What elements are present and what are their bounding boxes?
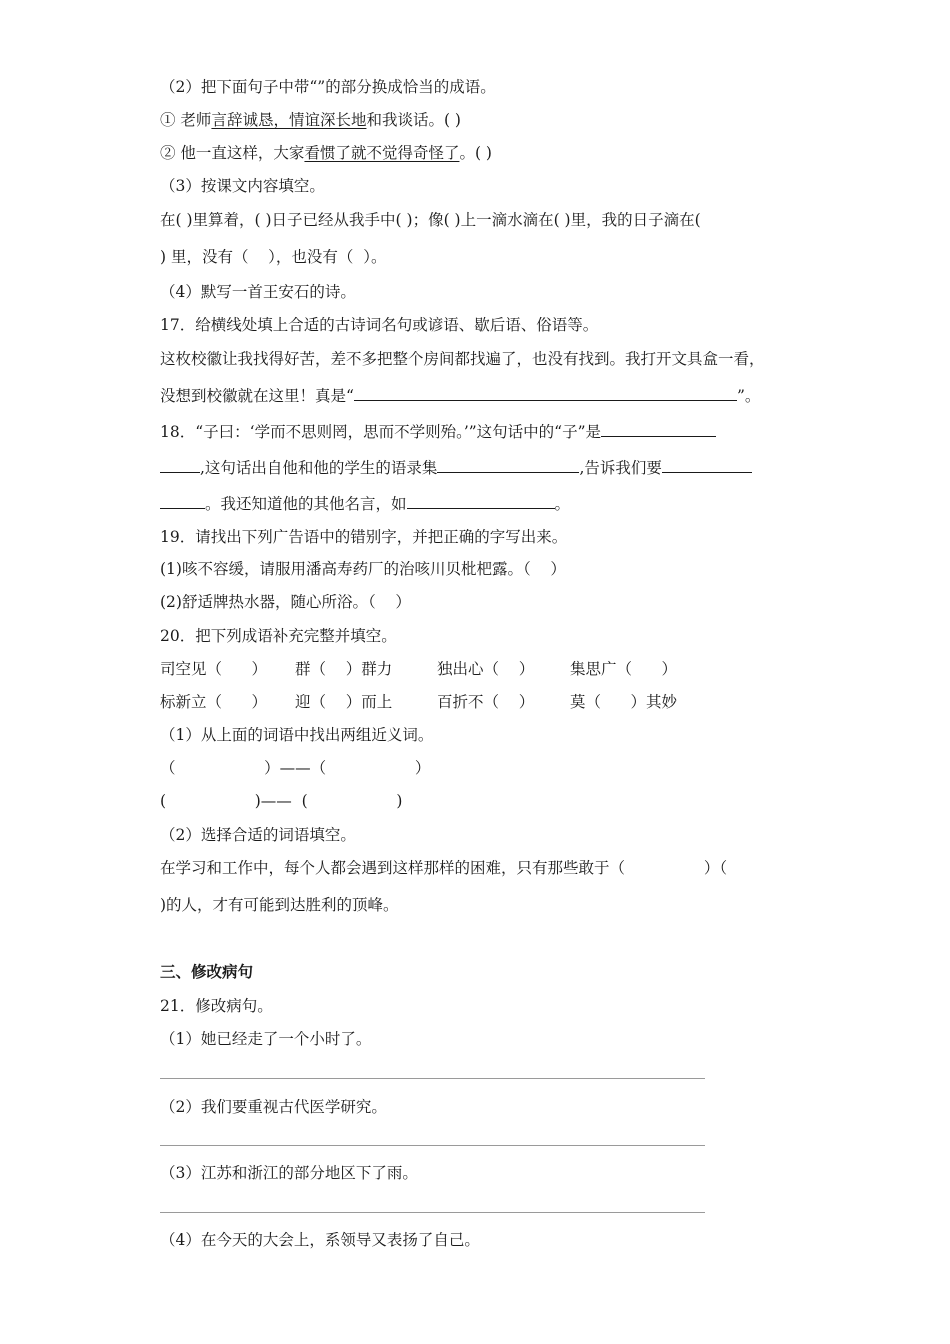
q18-mid-3: 。我还知道他的其他名言，如 bbox=[205, 495, 407, 513]
q18-blank-4[interactable] bbox=[407, 492, 555, 509]
q17-answer-blank[interactable] bbox=[354, 384, 737, 401]
q20-pair-2: ( )—— ( ) bbox=[160, 792, 403, 810]
q16-part2-title: （2）把下面句子中带“”的部分换成恰当的成语。 bbox=[160, 78, 496, 96]
q16-sentence-1 bbox=[160, 109, 461, 131]
q18-line-1 bbox=[160, 420, 716, 443]
q16-part3-title: （3）按课文内容填空。 bbox=[160, 177, 325, 195]
q18-line-2 bbox=[160, 456, 752, 479]
idiom-cell: 莫（ ）其妙 bbox=[570, 693, 678, 711]
q18-suffix: 。 bbox=[554, 495, 571, 513]
q20-title: 20．把下列成语补充完整并填空。 bbox=[160, 627, 397, 645]
q18-blank-3-cont[interactable] bbox=[160, 492, 205, 509]
q18-blank-1-cont[interactable] bbox=[160, 456, 200, 473]
q16-part4-title: （4）默写一首王安石的诗。 bbox=[160, 283, 356, 301]
answer-line[interactable] bbox=[160, 1212, 705, 1213]
q20-pair-1: （ ）——（ ） bbox=[160, 759, 431, 777]
q16-sentence-2 bbox=[160, 142, 492, 164]
sentence-prefix: ② 他一直这样，大家 bbox=[160, 144, 305, 162]
q18-line-3 bbox=[160, 492, 570, 515]
idiom-cell: 迎（ ）而上 bbox=[295, 693, 393, 711]
q18-blank-3[interactable] bbox=[662, 456, 752, 473]
idiom-cell: 百折不（ ） bbox=[437, 693, 535, 711]
sentence-suffix: 和我谈话。( ) bbox=[366, 111, 461, 129]
q20-part2-line-1: 在学习和工作中，每个人都会遇到这样那样的困难，只有那些敢于（ ）（ bbox=[160, 859, 728, 877]
answer-line[interactable] bbox=[160, 1078, 705, 1079]
q16-part3-line-2: ) 里，没有（ ），也没有（ ）。 bbox=[160, 248, 387, 266]
q17-suffix: ”。 bbox=[736, 387, 761, 405]
q20-part2-title: （2）选择合适的词语填空。 bbox=[160, 826, 356, 844]
underlined-phrase: 看惯了就不觉得奇怪了 bbox=[304, 144, 460, 162]
sentence-prefix: ① 老师 bbox=[160, 111, 212, 129]
answer-line[interactable] bbox=[160, 1145, 705, 1146]
section-heading: 三、修改病句 bbox=[160, 963, 254, 981]
q21-title: 21．修改病句。 bbox=[160, 997, 273, 1015]
idiom-cell: 独出心（ ） bbox=[437, 660, 535, 678]
q18-prefix: 18．“子曰：‘学而不思则罔，思而不学则殆。’”这句话中的“子”是 bbox=[160, 423, 602, 441]
q21-item-4: （4）在今天的大会上，系领导又表扬了自己。 bbox=[160, 1231, 480, 1249]
sentence-suffix: 。( ) bbox=[459, 144, 492, 162]
q18-blank-1[interactable] bbox=[601, 420, 716, 437]
idiom-cell: 司空见（ ） bbox=[160, 660, 268, 678]
q17-prefix: 没想到校徽就在这里！真是“ bbox=[160, 387, 354, 405]
q18-mid-2: ,告诉我们要 bbox=[579, 459, 662, 477]
q19-title: 19．请找出下列广告语中的错别字，并把正确的字写出来。 bbox=[160, 528, 568, 546]
q21-item-1: （1）她已经走了一个小时了。 bbox=[160, 1030, 372, 1048]
underlined-phrase: 言辞诚恳，情谊深长地 bbox=[211, 111, 367, 129]
idiom-cell: 标新立（ ） bbox=[160, 693, 268, 711]
q19-item-1: (1)咳不容缓，请服用潘高寿药厂的治咳川贝枇杷露。（ ） bbox=[160, 560, 566, 578]
q19-item-2: (2)舒适牌热水器，随心所浴。（ ） bbox=[160, 593, 411, 611]
idiom-cell: 群（ ）群力 bbox=[295, 660, 393, 678]
q17-line-1: 这枚校徽让我找得好苦，差不多把整个房间都找遍了，也没有找到。我打开文具盒一看， bbox=[160, 350, 765, 368]
q20-part1-title: （1）从上面的词语中找出两组近义词。 bbox=[160, 726, 434, 744]
q21-item-3: （3）江苏和浙江的部分地区下了雨。 bbox=[160, 1164, 418, 1182]
idiom-cell: 集思广（ ） bbox=[570, 660, 678, 678]
q17-line-2 bbox=[160, 384, 760, 407]
q20-part2-line-2: )的人，才有可能到达胜利的顶峰。 bbox=[160, 896, 399, 914]
q18-blank-2[interactable] bbox=[437, 456, 579, 473]
q17-title: 17．给横线处填上合适的古诗词名句或谚语、歇后语、俗语等。 bbox=[160, 316, 599, 334]
q18-mid-1: ,这句话出自他和他的学生的语录集 bbox=[200, 459, 438, 477]
q21-item-2: （2）我们要重视古代医学研究。 bbox=[160, 1098, 387, 1116]
q16-part3-line-1: 在( )里算着，( )日子已经从我手中( )；像( )上一滴水滴在( )里，我的日子滴在( bbox=[160, 211, 701, 229]
